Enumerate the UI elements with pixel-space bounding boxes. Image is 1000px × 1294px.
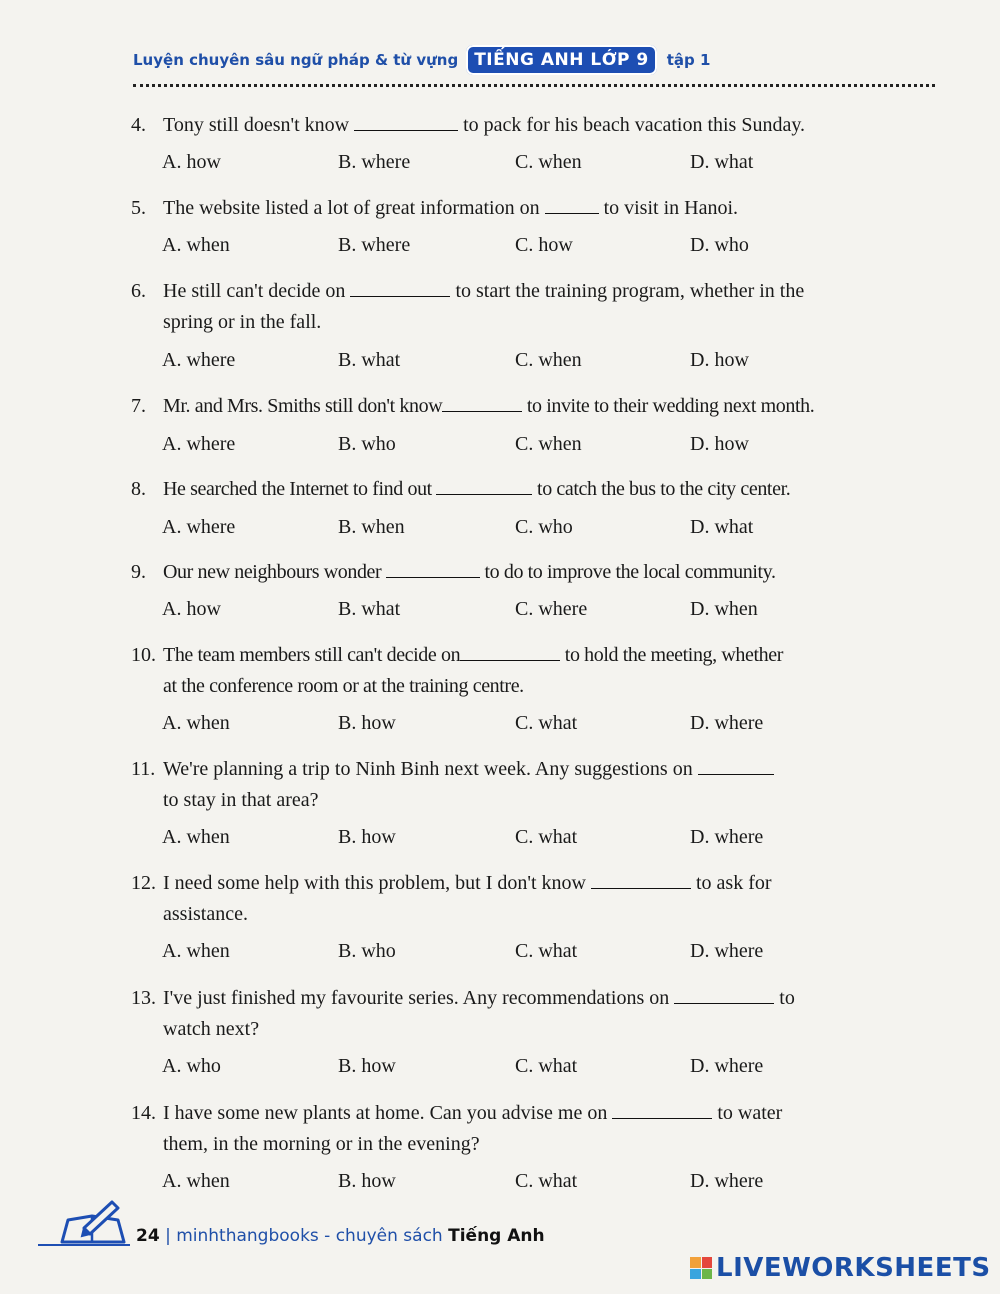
grade-badge: TIẾNG ANH LỚP 9 [466, 45, 657, 75]
question-text: I've just finished my favourite series. Any recommendations on [163, 987, 675, 1009]
question-number: 13. [131, 987, 156, 1009]
option-b[interactable]: B. what [338, 349, 401, 371]
question-6 [131, 276, 869, 338]
answer-blank[interactable] [386, 559, 480, 578]
option-d[interactable]: D. where [690, 1170, 764, 1192]
question-7 [131, 391, 869, 422]
question-number: 5. [131, 197, 146, 219]
question-number: 7. [131, 395, 146, 417]
option-d[interactable]: D. who [690, 234, 749, 256]
option-c[interactable]: C. when [515, 151, 582, 173]
options-6 [162, 349, 862, 379]
footer-separator: | [165, 1226, 171, 1246]
options-4 [162, 151, 862, 181]
option-b[interactable]: B. how [338, 826, 396, 848]
question-text: Our new neighbours wonder [163, 561, 386, 583]
answer-blank[interactable] [354, 112, 458, 131]
question-text: He still can't decide on [163, 280, 351, 302]
answer-blank[interactable] [460, 642, 560, 661]
question-text: The website listed a lot of great information on [163, 197, 545, 219]
question-text: to [774, 987, 795, 1009]
question-number: 8. [131, 478, 146, 500]
option-c[interactable]: C. where [515, 598, 588, 620]
option-a[interactable]: A. when [162, 826, 230, 848]
series-title: Luyện chuyên sâu ngữ pháp & từ vựng [133, 51, 459, 69]
answer-blank[interactable] [612, 1100, 712, 1119]
option-c[interactable]: C. when [515, 349, 582, 371]
options-7 [162, 433, 862, 463]
question-text-continued: them, in the morning or in the evening? [163, 1133, 480, 1155]
question-number: 6. [131, 280, 146, 302]
question-9 [131, 557, 869, 588]
question-10 [131, 640, 869, 702]
option-a[interactable]: A. when [162, 234, 230, 256]
question-12 [131, 868, 869, 930]
answer-blank[interactable] [698, 756, 774, 775]
page-number: 24 [136, 1226, 160, 1246]
option-c[interactable]: C. what [515, 1055, 578, 1077]
answer-blank[interactable] [591, 870, 691, 889]
question-11 [131, 754, 869, 816]
option-b[interactable]: B. who [338, 433, 396, 455]
options-13 [162, 1055, 862, 1085]
option-c[interactable]: C. when [515, 433, 582, 455]
question-5 [131, 193, 869, 224]
options-9 [162, 598, 862, 628]
question-number: 12. [131, 872, 156, 894]
question-text: to water [712, 1102, 783, 1124]
publisher-name: minhthangbooks - chuyên sách [176, 1226, 443, 1246]
option-b[interactable]: B. how [338, 712, 396, 734]
options-5 [162, 234, 862, 264]
option-a[interactable]: A. where [162, 516, 236, 538]
question-text: I need some help with this problem, but I don't know [163, 872, 591, 894]
option-a[interactable]: A. where [162, 349, 236, 371]
answer-blank[interactable] [674, 985, 774, 1004]
question-text: The team members still can't decide on [163, 644, 461, 666]
question-text-continued: spring or in the fall. [163, 311, 322, 333]
options-14 [162, 1170, 862, 1200]
answer-blank[interactable] [442, 393, 522, 412]
answer-blank[interactable] [350, 278, 450, 297]
option-a[interactable]: A. how [162, 151, 221, 173]
page-header [133, 38, 710, 82]
footer-rule [38, 1244, 130, 1246]
question-number: 11. [131, 758, 156, 780]
question-text: He searched the Internet to find out [163, 478, 437, 500]
option-c[interactable]: C. how [515, 234, 573, 256]
question-number: 14. [131, 1102, 156, 1124]
option-b[interactable]: B. what [338, 598, 401, 620]
question-text: Tony still doesn't know [163, 114, 355, 136]
question-number: 4. [131, 114, 146, 136]
option-d[interactable]: D. when [690, 598, 758, 620]
answer-blank[interactable] [545, 195, 599, 214]
option-c[interactable]: C. who [515, 516, 573, 538]
option-a[interactable]: A. who [162, 1055, 221, 1077]
volume-label: tập 1 [666, 51, 711, 69]
question-text: to start the training program, whether in the [450, 280, 805, 302]
liveworksheets-watermark [690, 1253, 991, 1283]
option-d[interactable]: D. what [690, 516, 754, 538]
option-c[interactable]: C. what [515, 712, 578, 734]
option-a[interactable]: A. how [162, 598, 221, 620]
option-a[interactable]: A. when [162, 1170, 230, 1192]
question-text: to hold the meeting, whether [560, 644, 783, 666]
question-text: to invite to their wedding next month. [522, 395, 815, 417]
question-13 [131, 983, 869, 1045]
option-b[interactable]: B. when [338, 516, 405, 538]
question-text-continued: watch next? [163, 1018, 260, 1040]
option-b[interactable]: B. how [338, 1055, 396, 1077]
option-c[interactable]: C. what [515, 940, 578, 962]
options-10 [162, 712, 862, 742]
option-b[interactable]: B. how [338, 1170, 396, 1192]
liveworksheets-logo-icon [690, 1257, 712, 1279]
option-a[interactable]: A. when [162, 712, 230, 734]
question-text: to pack for his beach vacation this Sunday. [458, 114, 806, 136]
question-text: Mr. and Mrs. Smiths still don't know [163, 395, 443, 417]
option-a[interactable]: A. when [162, 940, 230, 962]
answer-blank[interactable] [436, 476, 532, 495]
question-text-continued: assistance. [163, 903, 248, 925]
writing-book-icon [58, 1198, 130, 1248]
header-divider [133, 84, 935, 87]
question-text: to ask for [691, 872, 772, 894]
question-text: to catch the bus to the city center. [532, 478, 791, 500]
option-c[interactable]: C. what [515, 1170, 578, 1192]
option-d[interactable]: D. where [690, 826, 764, 848]
option-c[interactable]: C. what [515, 826, 578, 848]
page-footer [136, 1226, 545, 1246]
watermark-text: LIVEWORKSHEETS [716, 1253, 991, 1283]
question-number: 9. [131, 561, 146, 583]
option-d[interactable]: D. how [690, 433, 749, 455]
options-8 [162, 516, 862, 546]
question-4 [131, 110, 869, 141]
options-11 [162, 826, 862, 856]
options-12 [162, 940, 862, 970]
question-number: 10. [131, 644, 156, 666]
question-8 [131, 474, 869, 505]
option-b[interactable]: B. where [338, 151, 411, 173]
question-text-continued: at the conference room or at the training centre. [163, 675, 524, 697]
publisher-tagline: Tiếng Anh [448, 1226, 545, 1246]
option-b[interactable]: B. who [338, 940, 396, 962]
option-d[interactable]: D. how [690, 349, 749, 371]
question-text: I have some new plants at home. Can you advise me on [163, 1102, 613, 1124]
option-d[interactable]: D. where [690, 940, 764, 962]
question-text: to do to improve the local community. [479, 561, 776, 583]
question-text: We're planning a trip to Ninh Binh next week. Any suggestions on [163, 758, 698, 780]
question-text: to visit in Hanoi. [598, 197, 739, 219]
option-b[interactable]: B. where [338, 234, 411, 256]
option-d[interactable]: D. what [690, 151, 754, 173]
option-d[interactable]: D. where [690, 1055, 764, 1077]
question-text-continued: to stay in that area? [163, 789, 319, 811]
option-d[interactable]: D. where [690, 712, 764, 734]
option-a[interactable]: A. where [162, 433, 236, 455]
question-14 [131, 1098, 869, 1160]
